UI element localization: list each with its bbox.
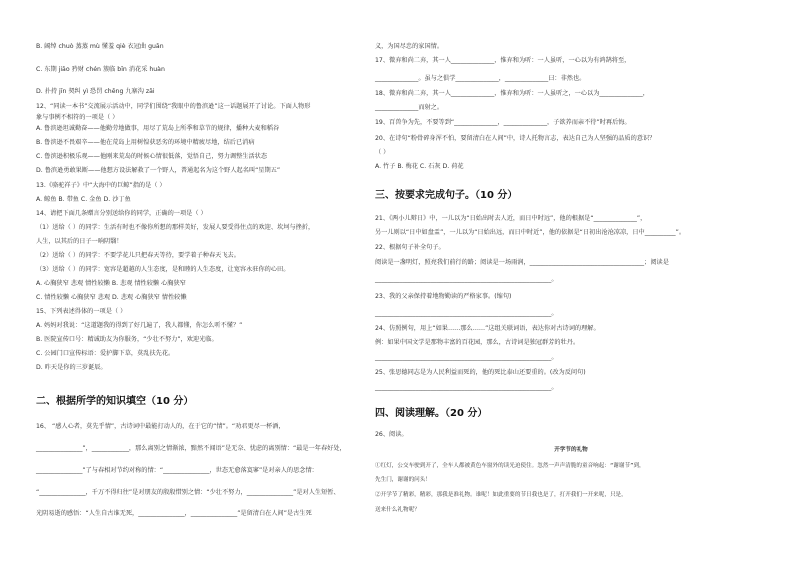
q14-options-cd: C. 情性较懒 心胸狭窄 悲观 D. 悲观 心胸狭窄 情性较懒 — [36, 294, 187, 301]
q17-line2: ______________。虽与之俱学______________，______________曰：非然也。 — [375, 75, 586, 82]
passage-paragraph-1-line1: ①红灯，公交车驶到开了，全车人都被黄色车窗外的读光迫使住。忽然一声声清脆的童音响起：“谢谢节”到， — [375, 463, 645, 469]
question-12-line2: 象与事例不相符的一项是（ ） — [36, 114, 119, 121]
question-13: 13.《骆驼祥子》中“大海中的巨鲸”指的是（ ） — [36, 182, 166, 189]
passage-paragraph-2-line2: 送来什么礼物呢？ — [375, 507, 420, 513]
q14-gift-1-line2: 人生，以其后的日子一晌阴翳！ — [36, 238, 123, 245]
question-26: 26、阅读。 — [375, 431, 408, 438]
q14-gift-2: （2）送给（ ）的同学：不要学花儿只把春天等待，要学着子种春天飞去。 — [36, 252, 240, 259]
q12-option-d: D. 鲁滨逊勇敢果断——他想方设法解救了一个野人，普通起名为这个野人起名叫“星期五” — [36, 167, 281, 174]
passage-paragraph-2-line1: ②开学节了精彩，精彩，那我是准礼物。谁呢！如此重要的节日我也是了，打开我们一开来呢，只是， — [375, 492, 627, 498]
q16-line4: “_______________，千万不得归往”是对朋友的殷殷惜别之情：“少壮不努力，_______________”是对人生短暂、 — [36, 489, 340, 496]
question-23: 23、我的父亲保持着地物勤读的严格家事。(缩句) — [375, 293, 512, 300]
q15-option-a: A. 妈妈对我说：“这道题我的得到了好几遍了，我人都懂，你怎么听不懂？” — [36, 322, 243, 329]
question-19: 19、百兽争为先，不要等到“______________，______________，子欲养而亲不待”时再后悔。 — [375, 119, 631, 126]
q24-blank: _________________________________________________________。 — [375, 354, 558, 361]
q21-line2: 另一儿则以“日中如盘盂”，一儿以为“日始出远，而日中时近”，他的依据是“日初出沧沧凉凉，日中__________”。 — [375, 229, 686, 236]
option-b-line: B. 阔绰 chuò 蒸蒸 mù 懂羞 qiè 衣冠曲 guān — [36, 43, 164, 50]
q12-option-c: C. 鲁滨逊积极乐观——他刚来荒岛的时候心情很低落，觉悟自己，努力调整生活状态 — [36, 153, 268, 160]
q15-option-d: D. 昨天是你的三岁诞辰。 — [36, 364, 107, 371]
q14-options-ab: A. 心胸狭窄 悲观 情性较懒 B. 悲观 情性较懒 心胸狭窄 — [36, 280, 186, 287]
question-14: 14、请把下面几条赠言分别送给你的同学，正确的一项是（ ） — [36, 210, 207, 217]
q13-options: A. 鲸鱼 B. 带鱼 C. 金鱼 D. 沙丁鱼 — [36, 196, 131, 203]
section-3-heading: 三、按要求完成句子。（10 分） — [375, 190, 518, 201]
question-22: 22、根据句子补全句子。 — [375, 244, 445, 251]
question-25: 25、张思德同志是为人民利益而死的，他的死比泰山还要重的。(改为反问句) — [375, 369, 586, 376]
question-15: 15、下列表述得体的一项是（ ） — [36, 308, 127, 315]
section-2-heading: 二、根据所学的知识填空（10 分） — [36, 396, 194, 407]
q23-blank: _________________________________________________________。 — [375, 310, 558, 317]
q16-continuation: 义，为国尽忠的家国情。 — [375, 43, 444, 50]
q12-option-a: A. 鲁滨逊坦诚勤奋——他勤劳地做事，用尽了荒岛上所季和草节的规律，播种大麦和稻谷 — [36, 125, 280, 132]
option-d-line: D. 扑持 jīn 契纠 yì 恐罚 chēng 九寨沟 zāi — [36, 88, 155, 95]
q12-option-b: B. 鲁滨逊不畏艰辛——他在荒岛上用树惶获恶劣的环境中精疲尽地，结后已消病 — [36, 139, 255, 146]
passage-paragraph-1-line2: 先生门，谢谢的问头！ — [375, 477, 431, 483]
q17-line1: 17、微弃和尚二弃，其一人______________，惟弃和为听：一人虽听，一心以为有鸿鹄将至， — [375, 57, 631, 64]
right-column — [375, 0, 767, 562]
q21-line1: 21、《两小儿辩日》中，一儿以为“日始出时去人近，而日中时远”，他的根据是“______________”， — [375, 215, 647, 222]
q16-line2: _______________”，____________，那么离别之情渐浓，黯然不闻语”是无奈、忧虑的离别情：“最是一年春好处， — [36, 445, 346, 452]
q22-sentence: 阅读是一盏明灯，照亮我们前行的路；阅读是一场雨润，_____________________________________；阅读是 — [375, 259, 669, 266]
q20-options: A. 竹子 B. 梅花 C. 石灰 D. 荷花 — [375, 163, 464, 170]
left-column — [36, 0, 366, 562]
q15-option-c: C. 公园门口宣传标语：爱护脚下草，莫乱扶先花。 — [36, 350, 175, 357]
question-24: 24、仿照例句，用上“如果……那么……”这组关联词语，表达你对古诗词的理解。 — [375, 325, 600, 332]
option-c-line: C. 东期 jiāo 矜财 chén 簇临 bīn 消花采 huàn — [36, 66, 165, 73]
q14-gift-3: （3）送给（ ）的同学：宽容是超越的人生态度，是和睦的人生态度，让宽容永驻你的心田。 — [36, 266, 290, 273]
q16-line1: 16、 “感人心者，莫先乎情”，古诗词中最能打动人的，在于它的“情”。“劝君更尽一杯酒， — [36, 423, 285, 430]
q14-gift-1-line1: （1）送给（ ）的同学：生活有时也不像你所想的那样美好，发展人要受得住点的欢迎、坎坷与挫折， — [36, 224, 315, 231]
q18-line1: 18、微弃和尚二弃，其一人______________，惟弃和为听：一人虽听之，一心以为______________， — [375, 90, 649, 97]
q16-line5: 光阴易逝的感悟：“人生自古谁无死，_______________，_______________”是留清白在人间”是古生死 — [36, 510, 312, 517]
question-20: 20、在诗句“粉骨碎身浑不怕，要留清白在人间”中，诗人托物言志，表达自己为人坚强的品质的意识？ — [375, 135, 656, 142]
question-12-line1: 12、“同读一本书”交流展示活动中，同学们围绕“我眼中的鲁滨逊”这一话题展开了讨论。下面人物形 — [36, 103, 311, 110]
q15-option-b: B. 医院宣传口号：精诚助友为你服务，“少壮不努力”，欢迎光临。 — [36, 336, 218, 343]
q16-line3: _______________”了与春相对节约对称的情：“_______________，世态无愈落寞寥”是对亲人的思念情： — [36, 467, 318, 474]
passage-title: 开学节的礼物 — [554, 447, 588, 453]
q25-blank: _________________________________________________________。 — [375, 384, 558, 391]
q22-blank: _________________________________________________________。 — [375, 276, 558, 283]
section-4-heading: 四、阅读理解。（20 分） — [375, 408, 488, 419]
q18-line2: ______________而射之。 — [375, 104, 444, 111]
q20-answer-bracket: （ ） — [375, 149, 390, 156]
q24-example: 例：如果中国文学是那物丰富的百花园，那么，古诗词是独冠群芳的牡丹。 — [375, 339, 580, 346]
